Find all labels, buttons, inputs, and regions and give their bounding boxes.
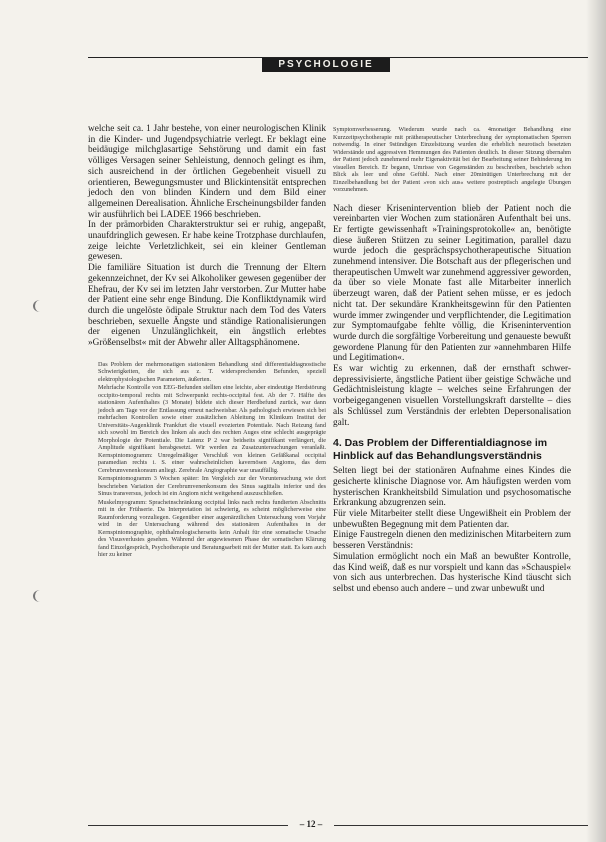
- small-paragraph: Mehrfache Kontrolle von EEG-Befunden stellten eine leichte, aber eindeutige Herdstörung occipito-temporal rechts mit Schwerpunkt rechts-occipital fest. Ab der 7. Hälfte des stationären Aufenthaltes (3 Monate) bildete sich dieser Herdbefund zurück, war dann jedoch am Tage vor der Entlassung erneut nachweisbar. Als pathologisch erwiesen sich bei mehrfachen Kontrollen sowie einer zusätzlichen Ableitung im Klinikum Institut der Universitäts-Augenklinik Frankfurt die visuell evozierten Potentiale. Nach Reizung fand sich sowohl im Bereich des linken als auch des rechten Auges eine schlecht ausgeprägte Morphologie der Potentiale. Die Latenz P 2 war beidseits signifikant verlängert, die Amplitude signifikant herabgesetzt. Wir werden zu Zusatzuntersuchungen veranlaßt. Kernspintomogramm: Unregelmäßiger Verschluß von kleinen Gefäßkanal occipital paramedian rechts i. S. einer wahrscheinlichen kavernösen Angioms, das dem Cerebrumvenenkonsum anliegt. Zerebrale Angiographie war unauffällig.: [98, 384, 326, 474]
- footer-rule: [88, 825, 288, 826]
- body-paragraph: Für viele Mitarbeiter stellt diese Ungewißheit ein Problem der unbewußten Begegnung mit dem Patienten dar.: [333, 509, 571, 530]
- right-column: [333, 126, 571, 595]
- punch-hole-mark: [33, 590, 47, 602]
- small-paragraph: Muskelmyogramm: Spracheinschränkung occipital links nach rechts fundierten Abschnitts mit in der Frühserie. Da Interpretation ist schwierig, es scheint möglicherweise eine Raumforderung vorzuliegen. Gegenüber einer augenärztlichen Untersuchung vom Vorjahr wird in der Untersuchung während des stationären Aufenthaltes in der Kernspintomographie, ophthalmologischerseits kein Anhalt für eine somatische Ursache des Visusverlustes gesehen. Während der angewiesenen Phase der somatischen Klärung fand Einzelgespräch, Psychotherapie und Beratungsarbeit mit der Mutter statt. Es kam auch hier zu keiner: [98, 498, 326, 559]
- page-number: – 12 –: [299, 819, 323, 829]
- body-paragraph: Simulation ermöglicht noch ein Maß an bewußter Kontrolle, das Kind weiß, daß es nur vorspielt und kann das »Schauspiel« von sich aus unterbrechen. Das hysterische Kind täuscht sich selbst und ebenso auch andere – und zwar unbewußt und: [333, 551, 571, 594]
- punch-hole-mark: [33, 300, 47, 312]
- case-notes-box: [88, 361, 326, 559]
- body-paragraph: welche seit ca. 1 Jahr bestehe, von einer neurologischen Klinik in die Kinder- und Jugendpsychiatrie verlegt. Er beklagt eine beidäugige milchglasartige Sehstörung und damit ein fast völliges Versagen seiner Sehleistung, dennoch gelingt es ihm, sich ausreichend in der örtlichen Gegebenheit visuell zu orientieren, Bewegungsmuster und Blickintensität entsprechen jedoch den von blinden Kindern und dem Bild einer allgemeinen Derealisation. Ähnliche Erscheinungsbilder fanden wir ausführlich bei LADEE 1966 beschrieben.: [88, 124, 326, 220]
- body-paragraph: Selten liegt bei der stationären Aufnahme eines Kindes die gesicherte klinische Diagnose vor. Am häufigsten werden vom hysterischen Krankheitsbild Simulation und psychosomatische Erkrankung abzugrenzen sein.: [333, 466, 571, 509]
- footer-rule: [334, 825, 588, 826]
- small-paragraph: Kernspintomogramm 3 Wochen später: Im Vergleich zur der Voruntersuchung wie dort beschrieben Variation der Cerebrumvenenkonsum des Sinus sagittalis inferior und des Sinus transversus, jedoch ist ein Angiom nicht weitgehend auszuschließen.: [98, 475, 326, 498]
- small-paragraph: Symptomverbesserung. Wiederum wurde nach ca. 4monatiger Behandlung eine Kurzzeitpsychotherapie mit prätherapeutischer Unterbrechung der symptomatischen Sperren notwendig. In einer 9stündigen Einzelsitzung wurden die erheblich neurotisch besetzten Widerstände und aggressiven Hemmungen des Patienten deutlich. In dieser Sitzung übernahm der Patient jedoch zunehmend mehr Eigenaktivität bei der Bearbeitung seiner Behinderung im visuellen Bereich. Er begann, Umrisse von Gegenständen zu beschreiben, beschrieb schon Blick als leer und ohne Gefühl. Nach einer 20minütigen Unterbrechung mit der Einzelbehandlung bei der Patient »von sich aus« weitere postreptisch angelegte Übungen vorzunehmen.: [333, 126, 571, 193]
- body-paragraph: Die familiäre Situation ist durch die Trennung der Eltern gekennzeichnet, der Kv sei Alkoholiker gewesen gegenüber der Ehefrau, der Kv sei im letzten Jahr verstorben. Zur Mutter habe der Patient eine sehr enge Bindung. Die Konfliktdynamik wird durch die ungelöste ödipale Struktur nach dem Tod des Vaters beschrieben, sexuelle Ängste und ständige Rationalisierungen der eigenen Unzulänglichkeit, ein ängstlich erlebtes »Größenselbst« mit der Abwehr aller Alltagsphänomene.: [88, 263, 326, 349]
- case-notes-continued: [333, 126, 571, 194]
- page-edge-shadow: [586, 0, 606, 842]
- body-paragraph: Einige Faustregeln dienen den medizinischen Mitarbeitern zum besseren Verständnis:: [333, 530, 571, 552]
- section-heading: 4. Das Problem der Differentialdiagnose im Hinblick auf das Behandlungsverständnis: [333, 437, 548, 462]
- small-paragraph: Das Problem der mehrmonatigen stationären Behandlung sind differentialdiagnostische Schwierigkeiten, die sich aus z. T. widersprechenden Befunden, speziell elektrophysiologischen Parametern, äußerten.: [98, 360, 326, 383]
- body-paragraph: In der prämorbiden Charakterstruktur sei er ruhig, angepaßt, unaufdringlich gewesen. Er habe keine Trotzphase durchlaufen, zeige leichte Verletzlichkeit, sei ein kleiner Gentleman gewesen.: [88, 220, 326, 263]
- left-column: [88, 124, 326, 559]
- body-paragraph: Es war wichtig zu erkennen, daß der ernsthaft schwer-depressivisierte, ängstliche Patient über geistige Schwäche und Gedächtnisleistung klagte – welches seine Erfahrungen der vorbeigegangenen visuellen Vorstellungskraft darstellte – dies als Schlüssel zum Verständnis der erlebten Depersonalisation galt.: [333, 364, 571, 428]
- section-header: PSYCHOLOGIE: [262, 58, 390, 72]
- body-paragraph: Nach dieser Krisenintervention blieb der Patient noch die vereinbarten vier Wochen zum stationären Aufenthalt bei uns. Er fertigte gewissenhaft »Trainingsprotokolle« an, benötigte diese äußeren Stützen zu seiner Legitimation, parallel dazu wurde jedoch die gesprächspsychotherapeutische Situation zunehmend intensiver. Die Botschaft aus der pflegerischen und therapeutischen Umwelt war zunehmend aggressiver geworden, da über so viele Monate fast alle Mitarbeiter innerlich überzeugt waren, daß der Patient sehen müsse, er es jedoch nicht tat. Der sekundäre Krankheitsgewinn für den Patienten wurde immer zwingender und verpflichtender, die Legitimation zur Symptomaufgabe fehlte völlig, die Krisenintervention wurde durch die sorgfältige Vorbereitung und genaueste bewußt gewordene Planung für den Patienten zur »annehmbaren Hilfe und Legitimation«.: [333, 203, 572, 364]
